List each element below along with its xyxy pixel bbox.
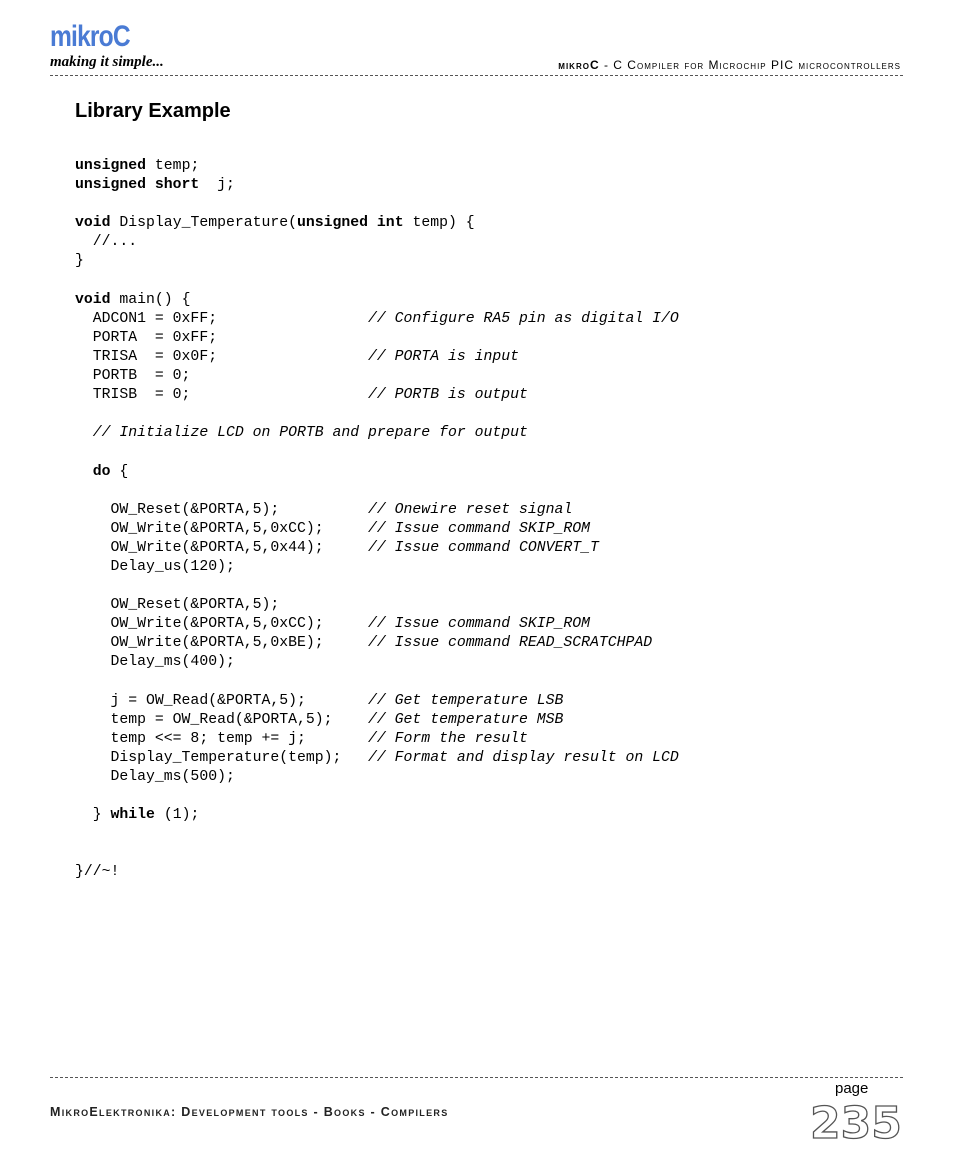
code-line [75, 653, 679, 672]
code-text: temp) { [403, 215, 475, 232]
code-text: TRISA = 0x0F; [75, 348, 369, 365]
code-text: PORTB = 0; [75, 368, 191, 385]
code-text: temp; [146, 158, 200, 174]
code-keyword: unsigned int [297, 215, 404, 232]
code-text: Delay_us(120); [75, 558, 235, 575]
header-title [558, 58, 901, 72]
code-line [75, 711, 679, 730]
code-line [75, 424, 679, 443]
code-text: j = OW_Read(&PORTA,5); [75, 692, 369, 709]
code-comment: // Issue command SKIP_ROM [368, 520, 591, 537]
code-line [75, 463, 679, 482]
code-comment: // PORTA is input [368, 348, 519, 365]
code-line [75, 673, 679, 692]
code-line [75, 634, 679, 653]
code-keyword: void [75, 215, 111, 232]
code-text: OW_Write(&PORTA,5,0xCC); [75, 520, 369, 537]
mikroc-logo: mikroC [50, 20, 130, 53]
code-line [75, 596, 679, 615]
code-line [75, 291, 679, 310]
code-line [75, 558, 679, 577]
code-comment: // Get temperature LSB [368, 692, 564, 709]
code-line [75, 539, 679, 558]
code-line [75, 692, 679, 711]
code-text: OW_Reset(&PORTA,5); [75, 597, 280, 614]
code-line [75, 310, 679, 329]
code-text: temp = OW_Read(&PORTA,5); [75, 711, 369, 728]
code-comment: // Issue command CONVERT_T [368, 539, 599, 556]
code-keyword: unsigned [75, 158, 147, 174]
code-text: Delay_ms(400); [75, 654, 235, 671]
code-comment: // Configure RA5 pin as digital I/O [368, 310, 679, 327]
footer-publisher: MikroElektronika: Development tools - Books - Compilers [50, 1105, 449, 1119]
code-text: temp <<= 8; temp += j; [75, 730, 369, 747]
code-line [75, 195, 679, 214]
code-line [75, 329, 679, 348]
code-line [75, 252, 679, 271]
code-comment: // Onewire reset signal [368, 501, 573, 518]
code-text [75, 464, 93, 480]
code-text: Display_Temperature(temp); [75, 749, 369, 766]
code-line [75, 482, 679, 501]
code-comment: // Format and display result on LCD [368, 749, 679, 766]
code-line [75, 730, 679, 749]
code-text: } [75, 807, 111, 824]
code-line [75, 272, 679, 291]
code-text: OW_Reset(&PORTA,5); [75, 501, 369, 518]
footer-divider [50, 1077, 903, 1078]
code-line [75, 577, 679, 596]
code-text: Display_Temperature( [110, 215, 298, 232]
code-listing [75, 157, 679, 883]
code-line [75, 615, 679, 634]
code-text: { [110, 463, 129, 480]
code-comment: // Initialize LCD on PORTB and prepare for output [92, 425, 528, 442]
header-title-rest: - C Compiler for Microchip PIC microcontrollers [599, 58, 901, 72]
code-line [75, 386, 679, 405]
code-line [75, 157, 679, 176]
code-text: ADCON1 = 0xFF; [75, 310, 369, 327]
code-text: OW_Write(&PORTA,5,0xBE); [75, 635, 369, 652]
code-text: main() { [110, 291, 191, 308]
code-line [75, 176, 679, 195]
code-text: PORTA = 0xFF; [75, 329, 218, 346]
code-line [75, 214, 679, 233]
section-title: Library Example [75, 100, 231, 122]
code-text: }//~! [75, 864, 120, 881]
code-comment: // Issue command READ_SCRATCHPAD [368, 635, 653, 652]
code-line [75, 405, 679, 424]
code-line [75, 806, 679, 825]
code-comment: // PORTB is output [368, 387, 528, 404]
code-line [75, 825, 679, 844]
code-keyword: unsigned short [75, 177, 200, 194]
code-keyword: while [110, 807, 155, 824]
code-comment: // Get temperature MSB [368, 711, 564, 728]
code-line [75, 844, 679, 863]
header-divider [50, 75, 903, 76]
code-text: OW_Write(&PORTA,5,0xCC); [75, 616, 369, 633]
code-line [75, 863, 679, 882]
code-line [75, 768, 679, 787]
code-text: TRISB = 0; [75, 387, 369, 404]
code-line [75, 367, 679, 386]
code-line [75, 520, 679, 539]
code-comment: // Form the result [368, 730, 528, 747]
code-text: j; [199, 177, 235, 194]
header-title-brand: mikroC [558, 58, 600, 72]
logo-tagline: making it simple... [50, 54, 164, 70]
code-line [75, 749, 679, 768]
code-line [75, 501, 679, 520]
code-line [75, 233, 679, 252]
code-text: (1); [154, 807, 200, 824]
code-line [75, 348, 679, 367]
code-line [75, 787, 679, 806]
code-keyword: do [92, 463, 111, 480]
code-comment: // Issue command SKIP_ROM [368, 616, 591, 633]
code-text [75, 425, 93, 441]
code-text: } [75, 253, 84, 270]
code-keyword: void [75, 291, 111, 308]
code-text: Delay_ms(500); [75, 769, 235, 785]
page-label: page [835, 1080, 869, 1097]
code-line [75, 443, 679, 462]
code-text: //... [75, 234, 138, 251]
page-number: 235 [810, 1098, 902, 1149]
code-text: OW_Write(&PORTA,5,0x44); [75, 539, 369, 556]
